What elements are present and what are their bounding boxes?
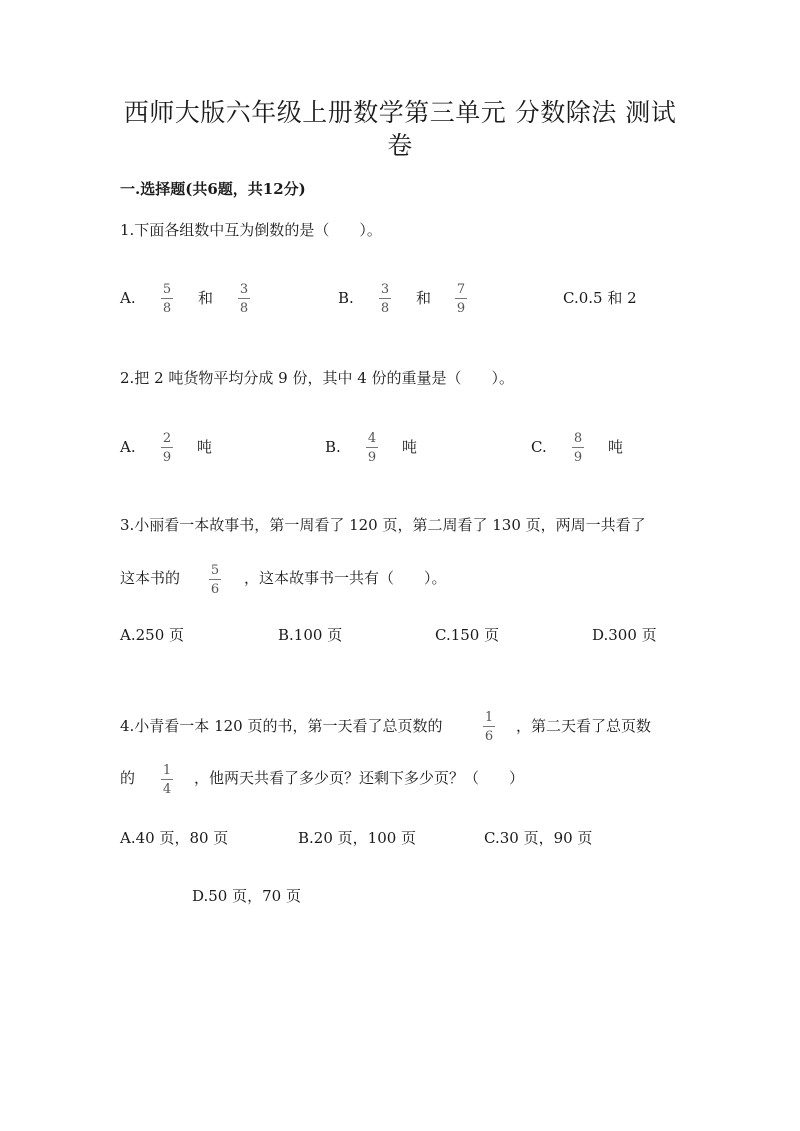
fraction-denominator: 8 xyxy=(380,301,390,316)
fraction-denominator: 9 xyxy=(367,450,377,465)
fraction-numerator: 1 xyxy=(162,763,172,778)
question-3-stem-line-2-pre: 这本书的 xyxy=(120,569,181,587)
fraction-numerator: 4 xyxy=(367,431,377,446)
q1-option-b-fraction-2 xyxy=(454,283,468,315)
document-title xyxy=(120,96,680,162)
q3-fraction xyxy=(208,564,222,596)
q4-option-b: B.20 页，100 页 xyxy=(298,829,417,847)
q4-option-c: C.30 页，90 页 xyxy=(484,829,593,847)
q3-option-b: B.100 页 xyxy=(278,626,343,644)
q1-option-c: C.0.5 和 2 xyxy=(563,289,637,307)
question-4-stem-line-1-post: ，第二天看了总页数 xyxy=(516,717,652,735)
question-4-stem-line-1-pre: 4.小青看一本 120 页的书，第一天看了总页数的 xyxy=(120,717,443,735)
q2-option-c-unit: 吨 xyxy=(608,438,624,456)
fraction-numerator: 7 xyxy=(456,282,466,297)
q2-option-c-label: C. xyxy=(531,438,547,456)
fraction-denominator: 4 xyxy=(162,782,172,797)
q4-fraction-2 xyxy=(160,764,174,796)
q1-option-a-and: 和 xyxy=(198,289,214,307)
q1-option-a-fraction-2 xyxy=(237,283,251,315)
fraction-denominator: 9 xyxy=(162,450,172,465)
q4-fraction-1 xyxy=(482,711,496,743)
fraction-numerator: 3 xyxy=(380,282,390,297)
question-3-stem-line-1: 3.小丽看一本故事书，第一周看了 120 页，第二周看了 130 页，两周一共看了 xyxy=(120,516,646,534)
section-heading: 一.选择题(共6题，共12分) xyxy=(120,180,306,198)
q1-option-a-fraction-1 xyxy=(160,283,174,315)
title-line-2: 卷 xyxy=(387,131,413,160)
fraction-numerator: 3 xyxy=(239,282,249,297)
fraction-denominator: 9 xyxy=(456,301,466,316)
q2-option-b-label: B. xyxy=(325,438,341,456)
fraction-denominator: 8 xyxy=(162,301,172,316)
fraction-denominator: 6 xyxy=(210,582,220,597)
title-line-1: 西师大版六年级上册数学第三单元 分数除法 测试 xyxy=(123,98,677,127)
fraction-denominator: 9 xyxy=(573,450,583,465)
q2-option-c-fraction xyxy=(571,432,585,464)
q2-option-a-label: A. xyxy=(120,438,136,456)
fraction-numerator: 5 xyxy=(210,563,220,578)
fraction-numerator: 8 xyxy=(573,431,583,446)
question-4-stem-line-2-post: ，他两天共看了多少页？还剩下多少页？（ ） xyxy=(194,769,525,787)
fraction-denominator: 6 xyxy=(484,729,494,744)
q1-option-b-and: 和 xyxy=(416,289,432,307)
fraction-denominator: 8 xyxy=(239,301,249,316)
fraction-numerator: 5 xyxy=(162,282,172,297)
q3-option-a: A.250 页 xyxy=(120,626,184,644)
q1-option-a-label: A. xyxy=(120,289,136,307)
question-4-stem-line-2-pre: 的 xyxy=(120,769,136,787)
fraction-numerator: 2 xyxy=(162,431,172,446)
q2-option-a-fraction xyxy=(160,432,174,464)
q4-option-d: D.50 页，70 页 xyxy=(192,887,301,905)
q2-option-a-unit: 吨 xyxy=(197,438,213,456)
question-3-stem-line-2-post: ，这本故事书一共有（ ）。 xyxy=(244,569,447,587)
q3-option-d: D.300 页 xyxy=(592,626,657,644)
q3-option-c: C.150 页 xyxy=(435,626,500,644)
q1-option-b-fraction-1 xyxy=(378,283,392,315)
question-1-stem: 1.下面各组数中互为倒数的是（ ）。 xyxy=(120,221,382,239)
q1-option-b-label: B. xyxy=(338,289,354,307)
q2-option-b-unit: 吨 xyxy=(402,438,418,456)
question-2-stem: 2.把 2 吨货物平均分成 9 份，其中 4 份的重量是（ ）。 xyxy=(120,369,515,387)
fraction-numerator: 1 xyxy=(484,710,494,725)
q4-option-a: A.40 页，80 页 xyxy=(120,829,229,847)
q2-option-b-fraction xyxy=(365,432,379,464)
